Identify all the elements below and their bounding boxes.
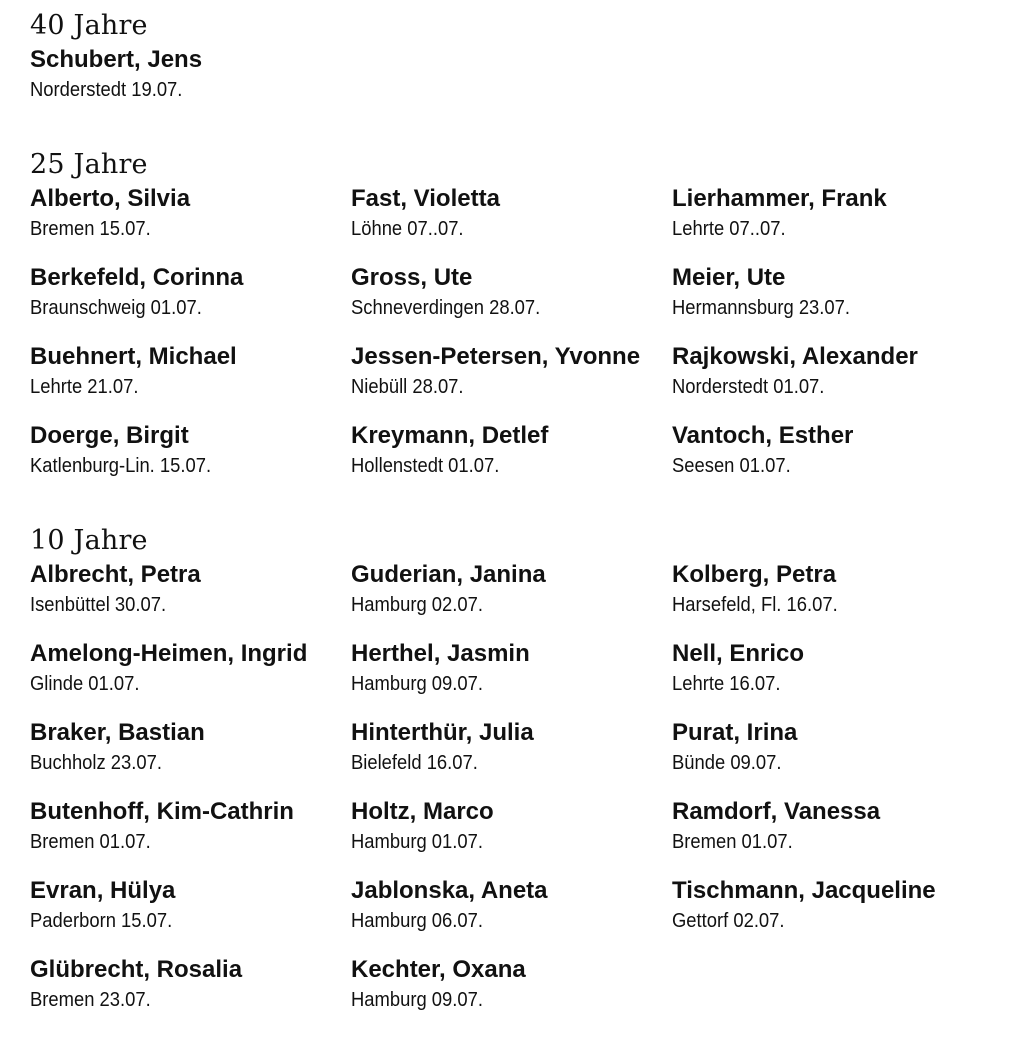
- list-item: [672, 342, 990, 421]
- list-item: [672, 184, 990, 263]
- entry-place-date: Bremen 01.07.: [30, 831, 151, 853]
- entry-place-date: Hamburg 02.07.: [351, 594, 483, 616]
- section-title: 10 Jahre: [30, 525, 148, 556]
- entry-name: Jessen-Petersen, Yvonne: [351, 343, 641, 370]
- entry-place-date: Glinde 01.07.: [30, 673, 140, 695]
- entry-place-date: Gettorf 02.07.: [672, 910, 785, 932]
- entry-place-date: Hamburg 01.07.: [351, 831, 483, 853]
- entry-place-date: Lehrte 16.07.: [672, 673, 781, 695]
- section-title: 40 Jahre: [30, 10, 148, 41]
- entry-name: Kechter, Oxana: [351, 956, 526, 983]
- entry-place-date: Bielefeld 16.07.: [351, 752, 478, 774]
- list-item: [30, 639, 351, 718]
- entry-name: Kreymann, Detlef: [351, 422, 549, 449]
- entry-list: [30, 184, 990, 500]
- entry-place-date: Löhne 07..07.: [351, 218, 464, 240]
- entry-place-date: Isenbüttel 30.07.: [30, 594, 167, 616]
- list-item: [351, 876, 672, 955]
- entry-place-date: Hermannsburg 23.07.: [672, 297, 850, 319]
- entry-place-date: Paderborn 15.07.: [30, 910, 173, 932]
- list-item: [672, 263, 990, 342]
- entry-name: Lierhammer, Frank: [672, 185, 887, 212]
- entry-name: Herthel, Jasmin: [351, 640, 530, 667]
- list-item: [30, 718, 351, 797]
- entry-place-date: Bremen 23.07.: [30, 989, 151, 1011]
- list-item: [672, 560, 990, 639]
- entry-name: Butenhoff, Kim-Cathrin: [30, 798, 294, 825]
- entry-place-date: Hamburg 09.07.: [351, 989, 483, 1011]
- entry-place-date: Bremen 15.07.: [30, 218, 151, 240]
- section-title: 25 Jahre: [30, 149, 148, 180]
- entry-place-date: Hamburg 06.07.: [351, 910, 483, 932]
- entry-place-date: Schneverdingen 28.07.: [351, 297, 541, 319]
- entry-place-date: Bünde 09.07.: [672, 752, 782, 774]
- list-item: [351, 184, 672, 263]
- list-item: [351, 421, 672, 500]
- entry-place-date: Hollenstedt 01.07.: [351, 455, 500, 477]
- list-item: [30, 797, 351, 876]
- entry-place-date: Bremen 01.07.: [672, 831, 793, 853]
- entry-name: Purat, Irina: [672, 719, 798, 746]
- entry-name: Doerge, Birgit: [30, 422, 189, 449]
- entry-name: Gross, Ute: [351, 264, 473, 291]
- entry-list: [30, 45, 990, 124]
- list-item: [30, 263, 351, 342]
- list-item: [30, 342, 351, 421]
- list-item: [672, 797, 990, 876]
- entry-place-date: Harsefeld, Fl. 16.07.: [672, 594, 838, 616]
- list-item: [30, 45, 351, 124]
- entry-name: Jablonska, Aneta: [351, 877, 548, 904]
- entry-name: Meier, Ute: [672, 264, 786, 291]
- entry-name: Kolberg, Petra: [672, 561, 837, 588]
- section-10-jahre: [30, 525, 990, 1034]
- entry-name: Alberto, Silvia: [30, 185, 191, 212]
- entry-list: [30, 560, 990, 1034]
- entry-name: Berkefeld, Corinna: [30, 264, 244, 291]
- section-40-jahre: [30, 10, 990, 124]
- list-item: [351, 718, 672, 797]
- list-item: [672, 876, 990, 955]
- entry-place-date: Katlenburg-Lin. 15.07.: [30, 455, 212, 477]
- entry-place-date: Hamburg 09.07.: [351, 673, 483, 695]
- list-item: [351, 560, 672, 639]
- entry-place-date: Lehrte 21.07.: [30, 376, 139, 398]
- entry-place-date: Niebüll 28.07.: [351, 376, 464, 398]
- entry-name: Evran, Hülya: [30, 877, 176, 904]
- list-item: [351, 639, 672, 718]
- list-item: [30, 560, 351, 639]
- entry-place-date: Braunschweig 01.07.: [30, 297, 202, 319]
- list-item: [351, 797, 672, 876]
- list-item: [672, 639, 990, 718]
- list-item: [30, 421, 351, 500]
- entry-place-date: Norderstedt 01.07.: [672, 376, 825, 398]
- section-25-jahre: [30, 149, 990, 500]
- entry-name: Ramdorf, Vanessa: [672, 798, 881, 825]
- entry-name: Vantoch, Esther: [672, 422, 854, 449]
- entry-name: Guderian, Janina: [351, 561, 546, 588]
- entry-name: Nell, Enrico: [672, 640, 805, 667]
- list-item: [351, 263, 672, 342]
- list-item: [30, 876, 351, 955]
- list-item: [672, 718, 990, 797]
- list-item: [30, 184, 351, 263]
- entry-name: Fast, Violetta: [351, 185, 500, 212]
- entry-name: Buehnert, Michael: [30, 343, 237, 370]
- entry-name: Hinterthür, Julia: [351, 719, 534, 746]
- list-item: [672, 421, 990, 500]
- entry-place-date: Norderstedt 19.07.: [30, 79, 183, 101]
- entry-place-date: Lehrte 07..07.: [672, 218, 786, 240]
- entry-name: Tischmann, Jacqueline: [672, 877, 936, 904]
- entry-name: Rajkowski, Alexander: [672, 343, 918, 370]
- list-item: [351, 342, 672, 421]
- list-item: [351, 955, 672, 1034]
- entry-name: Schubert, Jens: [30, 46, 203, 73]
- entry-place-date: Seesen 01.07.: [672, 455, 791, 477]
- entry-name: Albrecht, Petra: [30, 561, 201, 588]
- entry-name: Holtz, Marco: [351, 798, 494, 825]
- list-item: [30, 955, 351, 1034]
- entry-name: Braker, Bastian: [30, 719, 205, 746]
- entry-place-date: Buchholz 23.07.: [30, 752, 162, 774]
- entry-name: Glübrecht, Rosalia: [30, 956, 243, 983]
- entry-name: Amelong-Heimen, Ingrid: [30, 640, 308, 667]
